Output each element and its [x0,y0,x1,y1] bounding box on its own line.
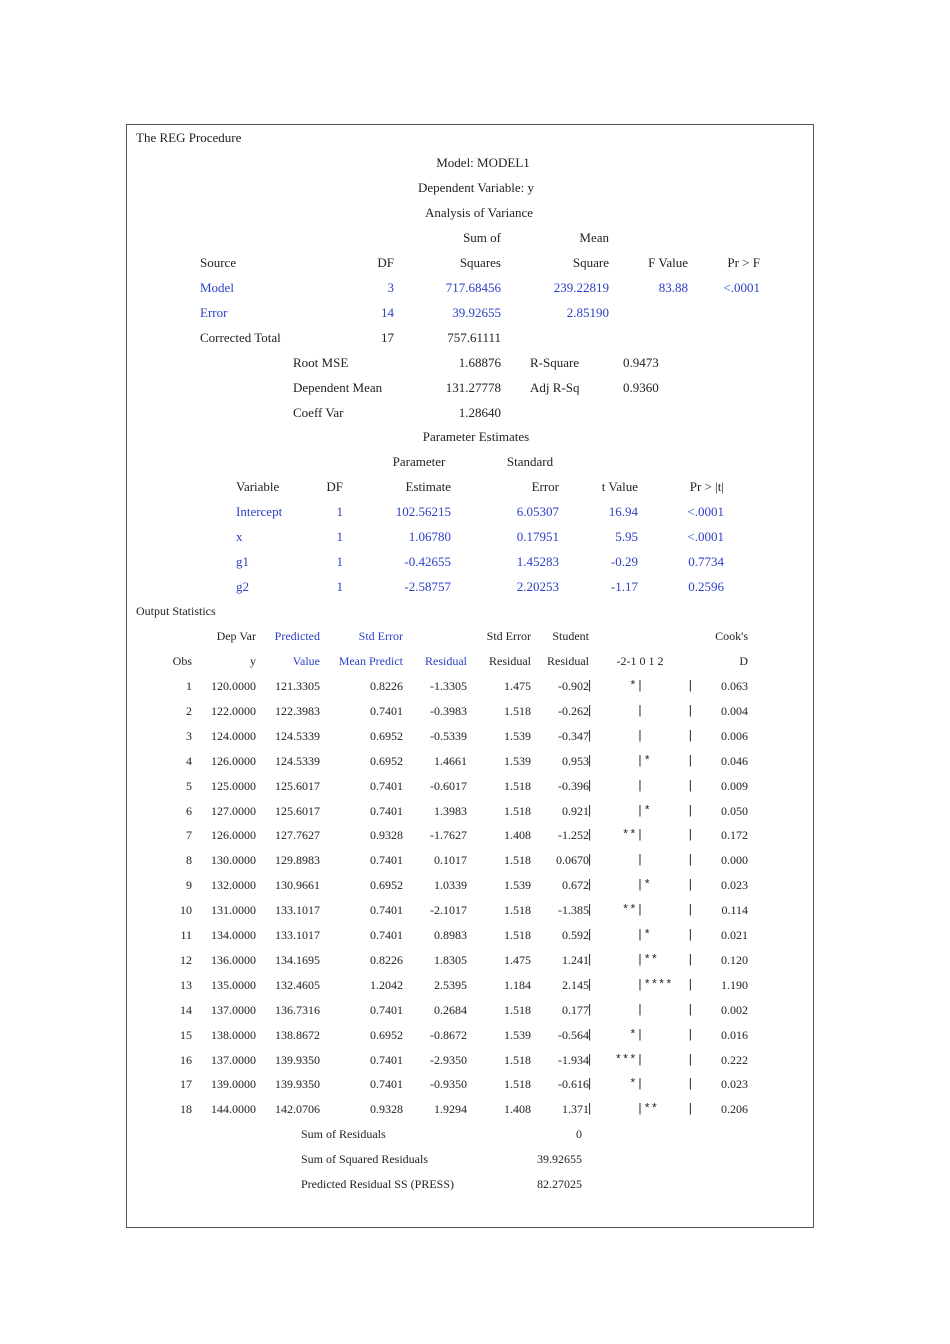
output-header: Obs [172,654,192,668]
summary-label: Sum of Residuals [301,1127,386,1141]
obs-number: 3 [186,728,192,743]
parameter-cell: 1 [336,504,343,519]
output-cell: -1.7627 [430,828,467,843]
output-cell: 137.0000 [211,1052,256,1067]
output-header: -2-1 0 1 2 [616,654,664,668]
output-cell: 139.9350 [275,1052,320,1067]
output-cell: 138.8672 [275,1027,320,1042]
output-header: Residual [489,654,531,668]
output-cell: -0.396 [558,778,589,793]
output-cell: 0.206 [721,1102,748,1117]
output-cell: 1.539 [504,728,531,743]
parameter-variable: g1 [236,554,249,569]
output-cell: 1.371 [562,1102,589,1117]
output-cell: 1.190 [721,977,748,992]
parameter-header: Variable [236,479,280,494]
output-cell: 127.0000 [211,803,256,818]
obs-number: 16 [180,1052,192,1067]
summary-label: Sum of Squared Residuals [301,1152,428,1166]
anova-header: F Value [648,255,688,270]
obs-number: 11 [180,928,192,942]
output-cell: -0.347 [558,728,589,743]
residual-plot-bar: | |**** | [585,977,695,992]
output-cell: 1.539 [504,753,531,768]
output-cell: -0.6017 [430,778,467,793]
anova-cell: 3 [387,280,394,295]
parameter-cell: <.0001 [687,529,724,544]
anova-cell: 717.68456 [445,280,501,295]
output-cell: 0.9328 [370,1102,403,1117]
anova-cell: 2.85190 [566,305,609,320]
parameter-cell: 6.05307 [516,504,559,519]
output-cell: 0.222 [721,1052,748,1067]
output-cell: 142.0706 [275,1102,320,1117]
anova-cell: 17 [381,330,394,345]
obs-number: 4 [186,753,192,768]
output-cell: 2.145 [562,977,589,992]
output-cell: 0.006 [721,728,748,743]
parameter-cell: -0.29 [610,554,638,569]
output-cell: -0.616 [558,1077,589,1092]
anova-header: Source [200,255,237,270]
parameter-cell: 1 [336,554,343,569]
output-cell: 1.0339 [434,878,467,893]
residual-plot-bar: | **| | [585,903,695,918]
obs-number: 10 [180,903,192,918]
output-cell: 1.518 [504,903,531,918]
parameter-cell: 1 [336,529,343,544]
summary-label: Predicted Residual SS (PRESS) [301,1177,455,1191]
output-header: Std Error [486,629,531,643]
output-cell: 125.6017 [275,778,320,793]
dependent-variable-label: Dependent Variable: y [418,180,534,195]
obs-number: 2 [186,703,192,718]
output-cell: 132.0000 [211,878,256,893]
output-cell: 1.539 [504,1027,531,1042]
residual-plot-bar: | *| | [585,1027,695,1042]
fit-value: 131.27778 [445,380,501,395]
residual-plot-bar: | |** | [585,1102,695,1117]
output-cell: 0.6952 [370,753,403,768]
parameter-variable: x [236,529,243,544]
output-cell: 0.063 [721,679,748,693]
parameter-header: Parameter [392,454,446,469]
obs-number: 18 [180,1102,192,1117]
parameter-cell: 5.95 [615,529,638,544]
output-cell: 0.002 [721,1002,748,1017]
output-cell: 121.3305 [275,679,320,693]
output-cell: 0.114 [721,903,748,918]
anova-header: Sum of [463,230,501,245]
output-cell: 122.3983 [275,703,320,718]
output-cell: -0.8672 [430,1027,467,1042]
output-cell: 0.004 [721,703,748,718]
output-cell: -0.262 [558,703,589,718]
anova-cell: 757.61111 [447,330,501,345]
obs-number: 15 [180,1027,192,1042]
output-cell: 0.046 [721,753,748,768]
output-cell: 0.672 [562,878,589,893]
obs-number: 14 [180,1002,192,1017]
output-cell: 131.0000 [211,903,256,918]
fit-label: Adj R-Sq [530,380,580,395]
parameter-cell: 0.2596 [688,579,724,594]
parameter-variable: Intercept [236,504,283,519]
output-header: Predicted [274,629,320,643]
output-cell: 1.518 [504,1002,531,1017]
output-cell: 0.120 [721,952,748,967]
fit-value: 0.9473 [623,355,659,370]
output-cell: 0.023 [721,878,748,893]
anova-header: Square [572,255,609,270]
output-cell: 1.518 [504,928,531,942]
anova-cell: 83.88 [658,280,688,295]
output-cell: 137.0000 [211,1002,256,1017]
output-cell: 133.1017 [275,903,320,918]
output-cell: 0.0670 [556,853,589,868]
output-cell: -1.252 [558,828,589,843]
output-header: Mean Predict [338,654,403,668]
obs-number: 9 [186,878,192,893]
output-cell: 1.8305 [434,952,467,967]
output-cell: 0.172 [721,828,748,843]
parameter-cell: -2.58757 [404,579,451,594]
output-cell: 1.518 [504,703,531,718]
residual-plot-bar: | |* | [585,878,695,893]
parameter-header: Estimate [405,479,451,494]
output-cell: 0.9328 [370,828,403,843]
fit-label: Root MSE [293,355,349,370]
parameter-cell: -0.42655 [404,554,451,569]
parameter-cell: 102.56215 [395,504,451,519]
output-cell: 0.8226 [370,952,403,967]
output-cell: 0.021 [721,928,748,942]
output-cell: 0.016 [721,1027,748,1042]
fit-label: Coeff Var [293,405,344,420]
output-cell: 124.0000 [211,728,256,743]
output-cell: 1.241 [562,952,589,967]
residual-plot-bar: | **| | [585,828,695,843]
residual-plot-bar: | |* | [585,928,695,942]
output-statistics-title: Output Statistics [136,604,216,618]
output-cell: 0.8226 [370,679,403,693]
output-header: Value [292,654,320,668]
obs-number: 1 [186,679,192,693]
parameter-cell: 1 [336,579,343,594]
parameter-cell: <.0001 [687,504,724,519]
output-cell: 0.6952 [370,728,403,743]
output-cell: 138.0000 [211,1027,256,1042]
obs-number: 7 [186,828,192,843]
output-cell: 0.7401 [370,1002,403,1017]
output-cell: 1.3983 [434,803,467,818]
output-cell: 1.475 [504,952,531,967]
output-cell: 139.0000 [211,1077,256,1092]
output-cell: -0.9350 [430,1077,467,1092]
output-cell: 1.518 [504,803,531,818]
output-cell: 0.953 [562,753,589,768]
output-cell: 1.4661 [434,753,467,768]
output-cell: 129.8983 [275,853,320,868]
output-cell: 0.7401 [370,853,403,868]
parameter-cell: 2.20253 [516,579,559,594]
output-cell: 0.2684 [434,1002,467,1017]
output-cell: 139.9350 [275,1077,320,1092]
output-cell: 0.7401 [370,928,403,942]
output-cell: 0.8983 [434,928,467,942]
output-cell: 125.6017 [275,803,320,818]
output-cell: 126.0000 [211,753,256,768]
parameter-cell: 1.45283 [516,554,559,569]
output-cell: 124.5339 [275,728,320,743]
output-header: Dep Var [216,629,256,643]
output-cell: 0.592 [562,928,589,942]
anova-title: Analysis of Variance [424,205,534,220]
output-cell: 0.7401 [370,903,403,918]
output-cell: 1.518 [504,778,531,793]
output-cell: 136.0000 [211,952,256,967]
output-cell: 0.050 [721,803,748,818]
output-cell: 0.177 [562,1002,589,1017]
parameter-header: Standard [506,454,554,469]
anova-cell: 39.92655 [452,305,501,320]
summary-value: 0 [576,1127,582,1141]
output-cell: 124.5339 [275,753,320,768]
output-cell: -0.3983 [430,703,467,718]
procedure-title: The REG Procedure [136,130,242,145]
output-cell: 130.0000 [211,853,256,868]
output-cell: 0.6952 [370,1027,403,1042]
obs-number: 6 [186,803,192,818]
anova-cell: 14 [381,305,394,320]
obs-number: 8 [186,853,192,868]
anova-header: Squares [459,255,501,270]
output-cell: 1.408 [504,1102,531,1117]
obs-number: 13 [180,977,192,992]
output-header: D [739,654,748,668]
output-cell: 0.7401 [370,778,403,793]
output-cell: -0.564 [558,1027,589,1042]
parameter-cell: 16.94 [608,504,638,519]
output-cell: 134.0000 [211,928,256,942]
summary-value: 39.92655 [537,1152,582,1166]
parameter-header: Pr > |t| [689,479,724,494]
fit-value: 0.9360 [623,380,659,395]
output-cell: 0.009 [721,778,748,793]
residual-plot-bar: | |* | [585,803,695,818]
parameter-cell: 0.17951 [516,529,559,544]
output-cell: 133.1017 [275,928,320,942]
output-cell: 1.475 [504,679,531,693]
residual-plot-bar: | |* | [585,753,695,768]
output-cell: -2.9350 [430,1052,467,1067]
output-cell: 0.6952 [370,878,403,893]
output-cell: 135.0000 [211,977,256,992]
output-cell: -1.934 [558,1052,589,1067]
output-cell: 0.7401 [370,703,403,718]
output-cell: -2.1017 [430,903,467,918]
residual-plot-bar: | | | [585,778,695,793]
residual-plot-bar: | | | [585,1002,695,1017]
output-cell: 0.7401 [370,1052,403,1067]
output-cell: 132.4605 [275,977,320,992]
output-cell: 136.7316 [275,1002,320,1017]
residual-plot-bar: | *| | [585,1077,695,1092]
output-cell: -0.5339 [430,728,467,743]
parameter-estimates-title: Parameter Estimates [422,429,530,444]
output-cell: 1.408 [504,828,531,843]
residual-plot-bar: | |** | [585,952,695,967]
output-cell: 2.5395 [434,977,467,992]
output-header: Student [552,629,589,643]
output-cell: 0.7401 [370,1077,403,1092]
obs-number: 5 [186,778,192,793]
parameter-header: DF [326,479,343,494]
output-cell: 125.0000 [211,778,256,793]
model-label: Model: MODEL1 [436,155,530,170]
fit-label: R-Square [530,355,580,370]
output-cell: 120.0000 [211,679,256,693]
output-cell: -0.902 [558,679,589,693]
residual-plot-bar: | *| | [585,679,695,693]
anova-source: Error [200,305,228,320]
residual-plot-bar: | ***| | [585,1052,695,1067]
output-cell: 1.9294 [434,1102,467,1117]
anova-header: Mean [579,230,609,245]
obs-number: 17 [180,1077,192,1092]
output-cell: 1.518 [504,1077,531,1092]
output-header: Residual [425,654,467,668]
output-cell: 134.1695 [275,952,320,967]
output-cell: 1.539 [504,878,531,893]
output-cell: 1.184 [504,977,531,992]
anova-header: Pr > F [727,255,760,270]
residual-plot-bar: | | | [585,853,695,868]
output-cell: 0.921 [562,803,589,818]
anova-cell: 239.22819 [553,280,609,295]
parameter-cell: 1.06780 [408,529,451,544]
output-cell: 1.2042 [370,977,403,992]
summary-value: 82.27025 [537,1177,582,1191]
parameter-header: t Value [601,479,638,494]
parameter-variable: g2 [236,579,249,594]
output-cell: 0.7401 [370,803,403,818]
parameter-cell: 0.7734 [688,554,724,569]
fit-value: 1.28640 [458,405,501,420]
anova-cell: <.0001 [723,280,760,295]
output-cell: 1.518 [504,1052,531,1067]
output-cell: 127.7627 [275,828,320,843]
anova-source: Corrected Total [200,330,281,345]
output-cell: 0.000 [721,853,748,868]
parameter-cell: -1.17 [610,579,638,594]
output-header: Residual [547,654,589,668]
output-cell: 122.0000 [211,703,256,718]
output-header: Std Error [358,629,403,643]
fit-value: 1.68876 [458,355,501,370]
output-cell: 126.0000 [211,828,256,843]
anova-source: Model [200,280,234,295]
residual-plot-bar: | | | [585,703,695,718]
output-cell: 144.0000 [211,1102,256,1117]
parameter-header: Error [531,479,559,494]
output-cell: -1.3305 [430,679,467,693]
residual-plot-bar: | | | [585,728,695,743]
output-header: Cook's [715,629,748,643]
output-cell: 0.1017 [434,853,467,868]
anova-header: DF [377,255,394,270]
obs-number: 12 [180,952,192,967]
fit-label: Dependent Mean [293,380,383,395]
output-cell: 0.023 [721,1077,748,1092]
output-cell: 1.518 [504,853,531,868]
output-cell: 130.9661 [275,878,320,893]
output-header: y [250,654,256,668]
output-cell: -1.385 [558,903,589,918]
